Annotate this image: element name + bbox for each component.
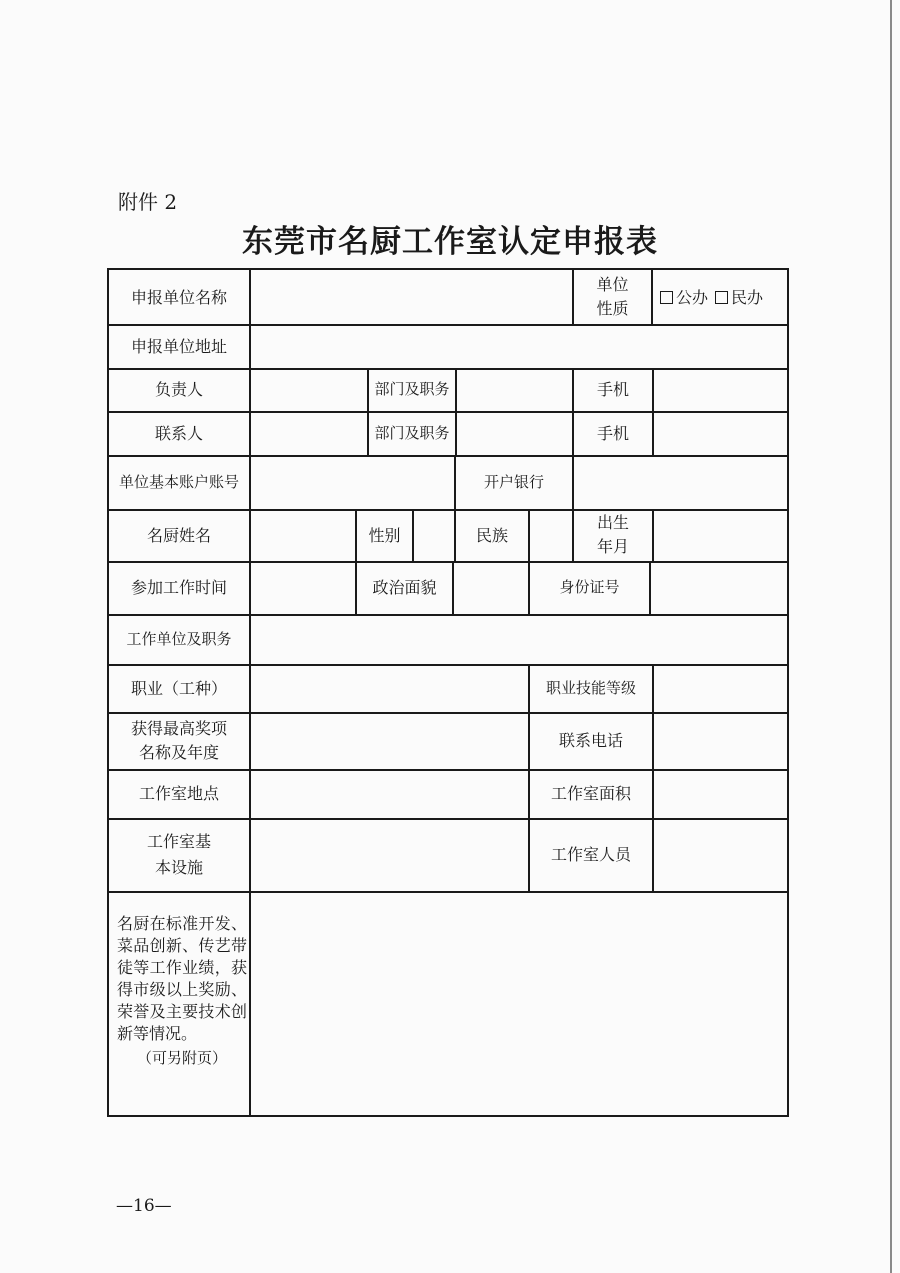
studio-staff-field[interactable]: [654, 820, 787, 889]
extra-pages-note: （可另附页）: [136, 1049, 227, 1067]
political-field[interactable]: [454, 563, 527, 612]
application-form-table: [107, 268, 789, 1117]
achievements-label: 名厨在标准开发、菜品创新、传艺带徒等工作业绩，获得市级以上奖励、荣誉及主要技术创新等情况。 （可另附页）: [117, 914, 247, 1067]
private-checkbox[interactable]: [715, 291, 728, 304]
private-option[interactable]: 民办: [715, 285, 763, 310]
ethnicity-label: 民族: [475, 525, 508, 545]
unit-name-field[interactable]: [251, 272, 570, 322]
work-start-field[interactable]: [251, 563, 354, 612]
page-edge-line: [890, 0, 892, 1273]
studio-area-field[interactable]: [654, 771, 787, 816]
achievements-field[interactable]: [251, 893, 787, 1115]
attachment-label: 附件 2: [118, 190, 178, 214]
id-number-field[interactable]: [651, 563, 787, 612]
form-title: 东莞市名厨工作室认定申报表: [242, 224, 658, 260]
employer-position-label: 工作单位及职务: [126, 629, 232, 648]
public-option[interactable]: 公办: [660, 285, 708, 310]
birth-field[interactable]: [654, 511, 787, 559]
unit-nature-options: [653, 270, 789, 324]
gender-field[interactable]: [414, 511, 453, 559]
leader-label: 负责人: [154, 380, 203, 399]
unit-address-field[interactable]: [251, 326, 787, 366]
bank-field[interactable]: [574, 457, 787, 507]
contact-label: 联系人: [154, 423, 203, 443]
unit-nature-label: 单位性质: [596, 275, 629, 318]
id-number-label: 身份证号: [559, 578, 620, 596]
birth-label: 出生年月: [596, 513, 629, 556]
unit-address-label: 申报单位地址: [130, 336, 227, 356]
bank-label: 开户银行: [483, 472, 544, 491]
top-award-label: 获得最高奖项名称及年度: [130, 718, 227, 762]
phone-label: 联系电话: [558, 731, 623, 750]
chef-name-field[interactable]: [251, 511, 354, 559]
studio-facilities-field[interactable]: [251, 820, 527, 889]
work-start-label: 参加工作时间: [130, 578, 227, 597]
leader-mobile-label: 手机: [596, 380, 629, 399]
studio-staff-label: 工作室人员: [550, 845, 631, 864]
occupation-field[interactable]: [251, 666, 527, 710]
chef-name-label: 名厨姓名: [146, 525, 211, 545]
political-label: 政治面貌: [372, 578, 437, 597]
page-number: —16—: [116, 1196, 172, 1216]
contact-mobile-label: 手机: [596, 423, 629, 443]
top-award-field[interactable]: [251, 714, 527, 767]
occupation-label: 职业（工种）: [130, 678, 227, 698]
account-label: 单位基本账户账号: [118, 472, 239, 491]
contact-dept-label: 部门及职务: [374, 423, 450, 442]
skill-level-field[interactable]: [654, 666, 787, 710]
contact-dept-field[interactable]: [457, 413, 571, 453]
account-field[interactable]: [251, 457, 453, 507]
studio-area-label: 工作室面积: [550, 784, 631, 803]
leader-field[interactable]: [251, 370, 366, 409]
leader-mobile-field[interactable]: [654, 370, 787, 409]
gender-label: 性别: [368, 525, 401, 545]
unit-name-label: 申报单位名称: [130, 287, 227, 307]
skill-level-label: 职业技能等级: [545, 678, 636, 697]
ethnicity-field[interactable]: [530, 511, 571, 559]
studio-location-field[interactable]: [251, 771, 527, 816]
phone-field[interactable]: [654, 714, 787, 767]
leader-dept-field[interactable]: [457, 370, 571, 409]
studio-facilities-label: 工作室基本设施: [146, 831, 211, 877]
leader-dept-label: 部门及职务: [374, 380, 450, 398]
employer-position-field[interactable]: [251, 616, 787, 662]
contact-field[interactable]: [251, 413, 366, 453]
contact-mobile-field[interactable]: [654, 413, 787, 453]
public-checkbox[interactable]: [660, 291, 673, 304]
studio-location-label: 工作室地点: [138, 784, 219, 803]
achievements-label-cell: [109, 893, 249, 1117]
